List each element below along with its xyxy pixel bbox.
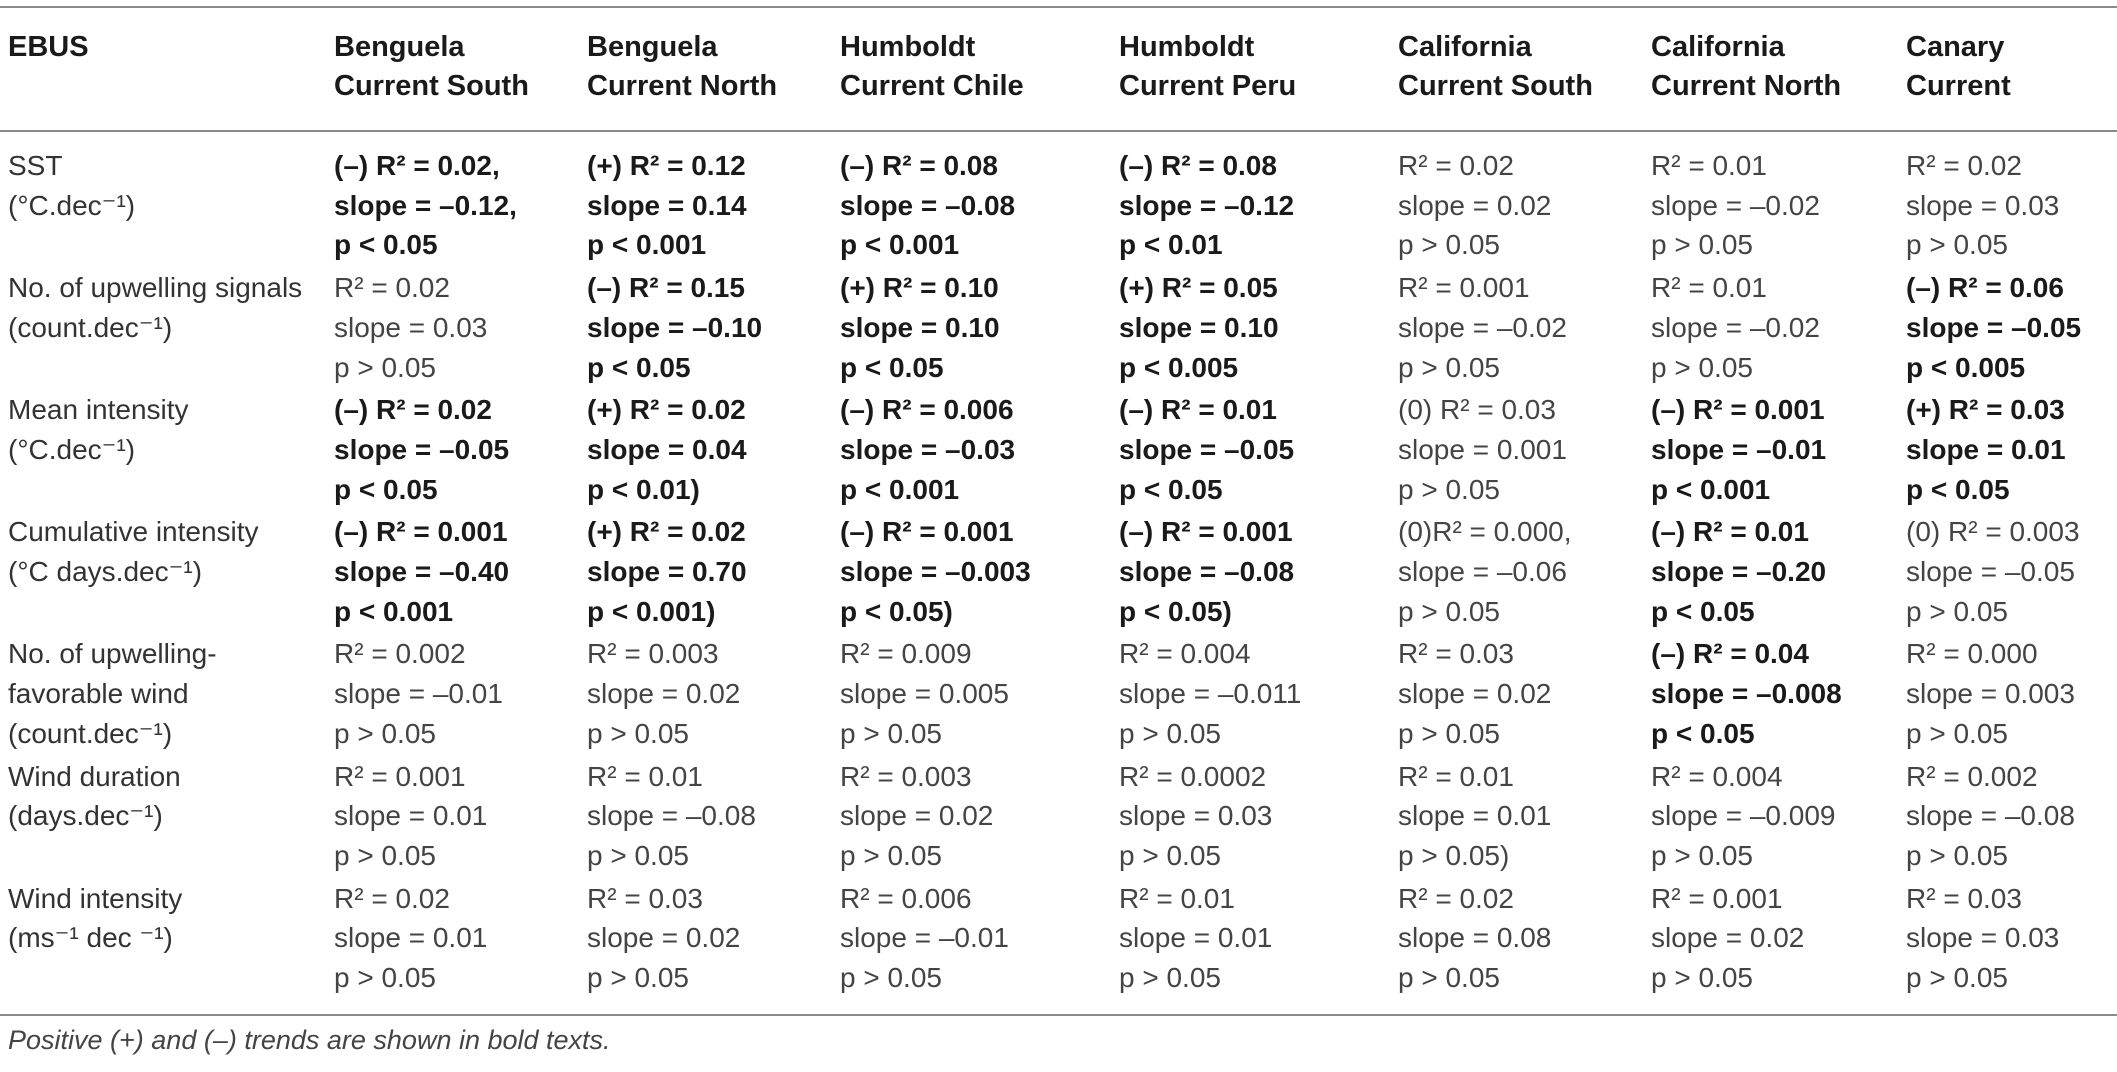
table-cell xyxy=(1390,509,1643,631)
column-header-line: Canary xyxy=(1906,31,2005,63)
row-label-line: (count.dec⁻¹) xyxy=(8,311,173,343)
table-cell xyxy=(832,754,1111,876)
cell-line: slope = –0.10 xyxy=(587,311,763,343)
cell-line: p < 0.005 xyxy=(1119,351,1239,383)
table-cell xyxy=(1643,387,1898,509)
cell-line: p > 0.05 xyxy=(1398,473,1500,505)
cell-line: (–) R² = 0.06 xyxy=(1906,272,2064,304)
column-header-line: Current North xyxy=(1651,70,1842,102)
cell-line: R² = 0.0002 xyxy=(1119,760,1267,792)
cell-line: slope = 0.14 xyxy=(587,189,747,221)
cell-line: p < 0.05 xyxy=(840,351,944,383)
column-header xyxy=(579,7,832,131)
cell-line: p < 0.05 xyxy=(1119,473,1223,505)
table-cell xyxy=(832,509,1111,631)
cell-line: slope = –0.02 xyxy=(1651,311,1820,343)
cell-line: p > 0.05) xyxy=(1398,839,1510,871)
cell-line: slope = 0.70 xyxy=(587,556,747,588)
cell-line: p < 0.001 xyxy=(840,473,960,505)
row-label-line: Wind intensity xyxy=(8,882,183,914)
table-cell xyxy=(1111,265,1390,387)
cell-line: R² = 0.02 xyxy=(334,882,450,914)
cell-line: R² = 0.002 xyxy=(334,638,466,670)
ebus-trends-table xyxy=(0,6,2117,1016)
cell-line: (+) R² = 0.05 xyxy=(1119,272,1278,304)
cell-line: slope = 0.02 xyxy=(840,800,994,832)
cell-line: slope = –0.01 xyxy=(1651,433,1827,465)
row-label xyxy=(0,754,326,876)
table-cell xyxy=(1390,754,1643,876)
cell-line: (0) R² = 0.003 xyxy=(1906,516,2080,548)
cell-line: R² = 0.03 xyxy=(587,882,703,914)
table-cell xyxy=(832,265,1111,387)
cell-line: p > 0.05 xyxy=(1906,839,2008,871)
column-header xyxy=(1898,7,2117,131)
row-label xyxy=(0,265,326,387)
cell-line: p < 0.01 xyxy=(1119,229,1223,261)
cell-line: R² = 0.001 xyxy=(1398,272,1530,304)
cell-line: p < 0.05 xyxy=(334,229,438,261)
row-label xyxy=(0,631,326,753)
cell-line: slope = 0.02 xyxy=(1398,678,1552,710)
table-cell xyxy=(579,509,832,631)
cell-line: slope = 0.03 xyxy=(1906,189,2060,221)
column-header-line: Humboldt xyxy=(840,31,976,63)
cell-line: slope = –0.01 xyxy=(840,922,1009,954)
table-cell xyxy=(1111,876,1390,1015)
cell-line: slope = –0.12, xyxy=(334,189,517,221)
column-header-line: Benguela xyxy=(334,31,465,63)
cell-line: R² = 0.03 xyxy=(1906,882,2022,914)
cell-line: p < 0.05) xyxy=(840,595,953,627)
cell-line: slope = 0.08 xyxy=(1398,922,1552,954)
cell-line: (+) R² = 0.03 xyxy=(1906,394,2065,426)
row-label-line: No. of upwelling- xyxy=(8,638,217,670)
cell-line: slope = –0.02 xyxy=(1651,189,1820,221)
header-corner: EBUS xyxy=(8,31,89,63)
cell-line: slope = 0.03 xyxy=(1119,800,1273,832)
cell-line: slope = –0.08 xyxy=(1119,556,1295,588)
cell-line: p > 0.05 xyxy=(587,717,689,749)
cell-line: p < 0.05 xyxy=(1906,473,2010,505)
cell-line: slope = 0.02 xyxy=(1398,189,1552,221)
cell-line: slope = –0.08 xyxy=(840,189,1016,221)
table-cell xyxy=(1390,265,1643,387)
cell-line: slope = 0.02 xyxy=(1651,922,1805,954)
cell-line: slope = 0.001 xyxy=(1398,433,1567,465)
cell-line: (–) R² = 0.15 xyxy=(587,272,745,304)
cell-line: p > 0.05 xyxy=(1651,839,1753,871)
cell-line: (–) R² = 0.02 xyxy=(334,394,492,426)
table-cell xyxy=(326,631,579,753)
table-cell xyxy=(832,876,1111,1015)
cell-line: R² = 0.01 xyxy=(1651,150,1767,181)
cell-line: slope = 0.01 xyxy=(1906,433,2066,465)
cell-line: p > 0.05 xyxy=(334,962,436,994)
cell-line: p < 0.01) xyxy=(587,473,700,505)
cell-line: p > 0.05 xyxy=(1398,595,1500,627)
cell-line: (–) R² = 0.01 xyxy=(1119,394,1277,426)
cell-line: R² = 0.03 xyxy=(1398,638,1514,670)
table-header-row xyxy=(0,7,2117,131)
table-cell xyxy=(579,387,832,509)
column-header xyxy=(1390,7,1643,131)
cell-line: slope = –0.02 xyxy=(1398,311,1567,343)
cell-line: p > 0.05 xyxy=(1398,962,1500,994)
cell-line: (+) R² = 0.12 xyxy=(587,150,746,181)
cell-line: p < 0.001) xyxy=(587,595,716,627)
cell-line: R² = 0.02 xyxy=(1398,882,1514,914)
cell-line: p > 0.05 xyxy=(1651,962,1753,994)
table-cell xyxy=(1898,131,2117,265)
cell-line: slope = –0.008 xyxy=(1651,678,1842,710)
cell-line: p > 0.05 xyxy=(1398,717,1500,749)
table-cell xyxy=(579,876,832,1015)
table-cell xyxy=(1643,631,1898,753)
table-cell xyxy=(579,754,832,876)
table-footnote: Positive (+) and (–) trends are shown in bold texts. xyxy=(8,1025,611,1055)
cell-line: p > 0.05 xyxy=(840,717,942,749)
table-row xyxy=(0,509,2117,631)
cell-line: R² = 0.01 xyxy=(1119,882,1235,914)
cell-line: p > 0.05 xyxy=(1906,595,2008,627)
table-cell xyxy=(1390,387,1643,509)
cell-line: p > 0.05 xyxy=(1906,229,2008,261)
table-cell xyxy=(326,265,579,387)
table-cell xyxy=(1643,509,1898,631)
row-label xyxy=(0,131,326,265)
column-header-line: Current South xyxy=(1398,70,1593,102)
cell-line: slope = 0.01 xyxy=(1398,800,1552,832)
cell-line: p < 0.005 xyxy=(1906,351,2026,383)
cell-line: slope = –0.03 xyxy=(840,433,1016,465)
cell-line: p < 0.001 xyxy=(334,595,454,627)
cell-line: slope = –0.003 xyxy=(840,556,1031,588)
cell-line: p > 0.05 xyxy=(1119,717,1221,749)
cell-line: (0)R² = 0.000, xyxy=(1398,516,1572,548)
cell-line: slope = 0.01 xyxy=(1119,922,1273,954)
table-row xyxy=(0,387,2117,509)
cell-line: R² = 0.000 xyxy=(1906,638,2038,670)
cell-line: p < 0.001 xyxy=(840,229,960,261)
cell-line: p > 0.05 xyxy=(1119,962,1221,994)
column-header xyxy=(326,7,579,131)
cell-line: p > 0.05 xyxy=(334,839,436,871)
column-header-line: California xyxy=(1398,31,1532,63)
cell-line: slope = 0.01 xyxy=(334,800,488,832)
cell-line: p > 0.05 xyxy=(1906,717,2008,749)
cell-line: slope = –0.08 xyxy=(587,800,756,832)
row-label-line: favorable wind xyxy=(8,678,189,710)
table-cell xyxy=(1643,131,1898,265)
column-header-line: Current xyxy=(1906,70,2011,102)
row-label-line: (days.dec⁻¹) xyxy=(8,800,163,832)
cell-line: slope = 0.01 xyxy=(334,922,488,954)
table-cell xyxy=(1390,876,1643,1015)
cell-line: p < 0.05) xyxy=(1119,595,1232,627)
table-cell xyxy=(1643,265,1898,387)
cell-line: R² = 0.004 xyxy=(1651,760,1783,792)
cell-line: (0) R² = 0.03 xyxy=(1398,394,1556,426)
column-header-line: California xyxy=(1651,31,1785,63)
row-label-line: Cumulative intensity xyxy=(8,516,259,548)
cell-line: slope = 0.10 xyxy=(840,311,1000,343)
column-header xyxy=(1111,7,1390,131)
row-label xyxy=(0,509,326,631)
cell-line: p < 0.05 xyxy=(587,351,691,383)
cell-line: (–) R² = 0.04 xyxy=(1651,638,1809,670)
cell-line: (–) R² = 0.001 xyxy=(1119,516,1293,548)
cell-line: slope = –0.06 xyxy=(1398,556,1567,588)
column-header xyxy=(832,7,1111,131)
cell-line: p > 0.05 xyxy=(587,962,689,994)
table-body xyxy=(0,131,2117,1015)
cell-line: p > 0.05 xyxy=(1906,962,2008,994)
table-cell xyxy=(326,131,579,265)
table-cell xyxy=(1111,387,1390,509)
row-label-line: SST xyxy=(8,150,63,181)
cell-line: slope = –0.05 xyxy=(1906,311,2082,343)
table-cell xyxy=(1898,754,2117,876)
table-cell xyxy=(579,631,832,753)
table-cell xyxy=(832,631,1111,753)
row-label xyxy=(0,876,326,1015)
cell-line: (–) R² = 0.001 xyxy=(840,516,1014,548)
cell-line: slope = –0.05 xyxy=(1119,433,1295,465)
cell-line: (–) R² = 0.08 xyxy=(840,150,998,181)
table-cell xyxy=(1643,876,1898,1015)
column-header-line: Current Chile xyxy=(840,70,1024,102)
table-cell xyxy=(1390,631,1643,753)
cell-line: p > 0.05 xyxy=(587,839,689,871)
cell-line: p > 0.05 xyxy=(334,351,436,383)
table-cell xyxy=(1111,631,1390,753)
cell-line: slope = –0.05 xyxy=(334,433,510,465)
cell-line: R² = 0.002 xyxy=(1906,760,2038,792)
row-label xyxy=(0,387,326,509)
table-row xyxy=(0,265,2117,387)
cell-line: slope = 0.02 xyxy=(587,922,741,954)
cell-line: slope = 0.005 xyxy=(840,678,1009,710)
cell-line: p > 0.05 xyxy=(1398,229,1500,261)
cell-line: p > 0.05 xyxy=(334,717,436,749)
cell-line: R² = 0.003 xyxy=(587,638,719,670)
table-cell xyxy=(1111,754,1390,876)
column-header-line: Current South xyxy=(334,70,529,102)
table-cell xyxy=(1898,631,2117,753)
cell-line: R² = 0.003 xyxy=(840,760,972,792)
table-row xyxy=(0,131,2117,265)
row-label-line: Wind duration xyxy=(8,760,181,792)
table-row xyxy=(0,631,2117,753)
cell-line: (–) R² = 0.02, xyxy=(334,150,500,181)
cell-line: R² = 0.004 xyxy=(1119,638,1251,670)
cell-line: slope = –0.20 xyxy=(1651,556,1827,588)
table-row xyxy=(0,754,2117,876)
cell-line: p > 0.05 xyxy=(840,962,942,994)
cell-line: p > 0.05 xyxy=(840,839,942,871)
column-header-line: Benguela xyxy=(587,31,718,63)
cell-line: (–) R² = 0.01 xyxy=(1651,516,1809,548)
cell-line: (+) R² = 0.02 xyxy=(587,394,746,426)
cell-line: p < 0.05 xyxy=(334,473,438,505)
row-label-line: Mean intensity xyxy=(8,394,189,426)
table-cell xyxy=(1898,509,2117,631)
table-cell xyxy=(326,754,579,876)
cell-line: slope = 0.02 xyxy=(587,678,741,710)
cell-line: (–) R² = 0.08 xyxy=(1119,150,1277,181)
cell-line: R² = 0.02 xyxy=(1398,150,1514,181)
cell-line: R² = 0.01 xyxy=(587,760,703,792)
column-header-line: Current Peru xyxy=(1119,70,1297,102)
cell-line: R² = 0.02 xyxy=(1906,150,2022,181)
cell-line: slope = 0.03 xyxy=(334,311,488,343)
cell-line: slope = –0.40 xyxy=(334,556,510,588)
cell-line: slope = –0.12 xyxy=(1119,189,1295,221)
cell-line: slope = –0.011 xyxy=(1119,678,1302,710)
cell-line: slope = 0.04 xyxy=(587,433,747,465)
table-cell xyxy=(1111,509,1390,631)
table-cell xyxy=(832,131,1111,265)
row-label-line: (ms⁻¹ dec ⁻¹) xyxy=(8,922,173,954)
table-cell xyxy=(1898,265,2117,387)
cell-line: p > 0.05 xyxy=(1398,351,1500,383)
row-label-line: (°C days.dec⁻¹) xyxy=(8,556,203,588)
table-cell xyxy=(326,387,579,509)
table-cell xyxy=(832,387,1111,509)
cell-line: p > 0.05 xyxy=(1651,351,1753,383)
cell-line: p < 0.05 xyxy=(1651,595,1755,627)
cell-line: R² = 0.006 xyxy=(840,882,972,914)
cell-line: R² = 0.001 xyxy=(334,760,466,792)
cell-line: slope = 0.003 xyxy=(1906,678,2075,710)
table-row xyxy=(0,876,2117,1015)
column-header xyxy=(1643,7,1898,131)
cell-line: p > 0.05 xyxy=(1651,229,1753,261)
cell-line: (–) R² = 0.006 xyxy=(840,394,1014,426)
cell-line: R² = 0.01 xyxy=(1398,760,1514,792)
column-header-line: Current North xyxy=(587,70,778,102)
cell-line: R² = 0.001 xyxy=(1651,882,1783,914)
cell-line: slope = 0.10 xyxy=(1119,311,1279,343)
table-cell xyxy=(1898,876,2117,1015)
cell-line: R² = 0.01 xyxy=(1651,272,1767,304)
cell-line: slope = –0.009 xyxy=(1651,800,1836,832)
column-header-line: Humboldt xyxy=(1119,31,1255,63)
cell-line: p < 0.05 xyxy=(1651,717,1755,749)
row-label-line: (count.dec⁻¹) xyxy=(8,717,173,749)
table-cell xyxy=(1390,131,1643,265)
row-label-line: (°C.dec⁻¹) xyxy=(8,189,136,221)
row-label-line: No. of upwelling signals xyxy=(8,272,303,304)
cell-line: slope = –0.08 xyxy=(1906,800,2075,832)
table-cell xyxy=(1898,387,2117,509)
cell-line: (–) R² = 0.001 xyxy=(1651,394,1825,426)
row-label-line: (°C.dec⁻¹) xyxy=(8,433,136,465)
cell-line: p < 0.001 xyxy=(587,229,707,261)
table-cell xyxy=(326,876,579,1015)
cell-line: (–) R² = 0.001 xyxy=(334,516,508,548)
table-cell xyxy=(579,265,832,387)
table-cell xyxy=(326,509,579,631)
cell-line: R² = 0.02 xyxy=(334,272,450,304)
cell-line: p > 0.05 xyxy=(1119,839,1221,871)
table-cell xyxy=(579,131,832,265)
table-cell xyxy=(1643,754,1898,876)
cell-line: slope = –0.05 xyxy=(1906,556,2075,588)
cell-line: R² = 0.009 xyxy=(840,638,972,670)
cell-line: (+) R² = 0.02 xyxy=(587,516,746,548)
cell-line: slope = 0.03 xyxy=(1906,922,2060,954)
cell-line: p < 0.001 xyxy=(1651,473,1771,505)
table-cell xyxy=(1111,131,1390,265)
cell-line: (+) R² = 0.10 xyxy=(840,272,999,304)
cell-line: slope = –0.01 xyxy=(334,678,503,710)
